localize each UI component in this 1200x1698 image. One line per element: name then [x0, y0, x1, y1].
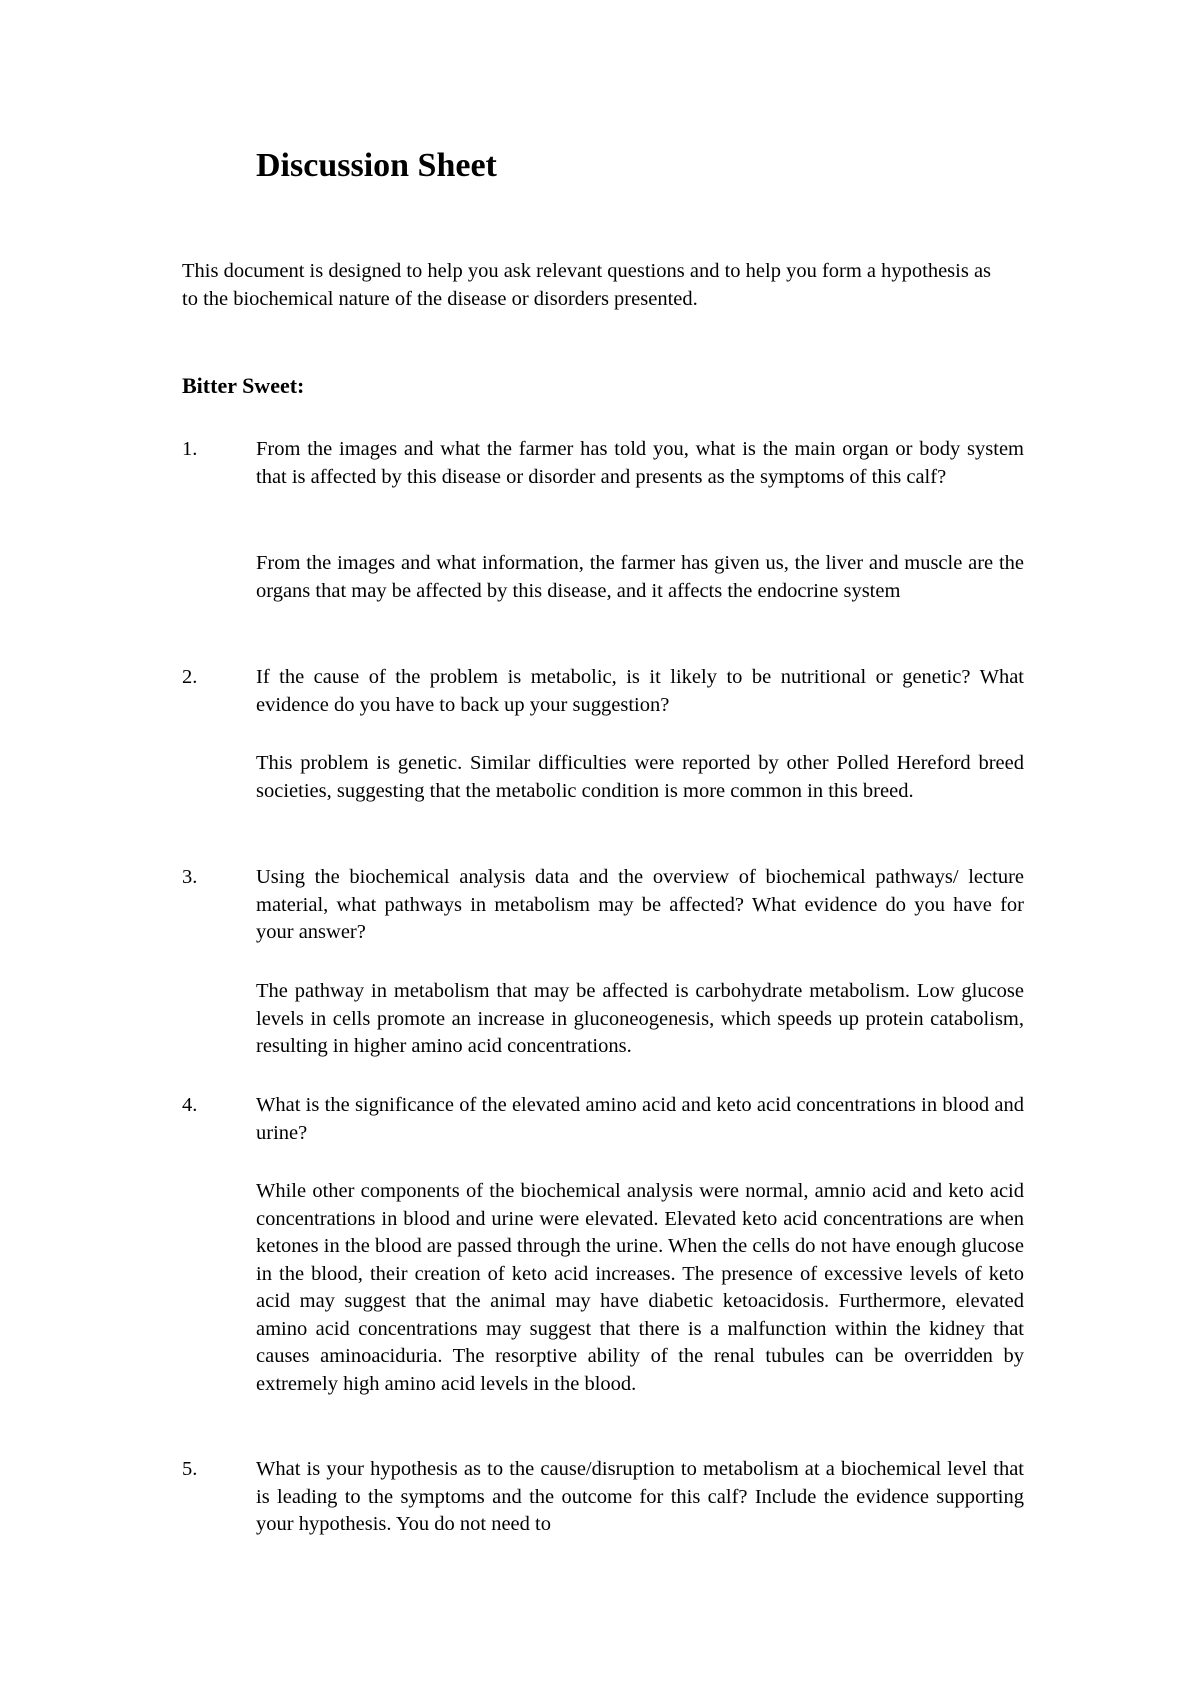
question-1-text: From the images and what the farmer has told you, what is the main organ or body system that is affected by this disease or disorder and presents as the symptoms of this calf?	[256, 438, 1024, 488]
question-5-text: What is your hypothesis as to the cause/disruption to metabolism at a biochemical level that is leading to the symptoms and the outcome for this calf? Include the evidence supporting your hypothesis. You do not need to	[256, 1458, 1024, 1535]
answer-4-text: While other components of the biochemical analysis were normal, amnio acid and keto acid concentrations in blood and urine were elevated. Elevated keto acid concentrations are when ketones in the blood are passed through the urine. When the cells do not have enough glucose in the blood, their creation of keto acid increases. The presence of excessive levels of keto acid may suggest that the animal may have diabetic ketoacidosis. Furthermore, elevated amino acid concentrations may suggest that there is a malfunction within the kidney that causes aminoaciduria. The resorptive ability of the renal tubules can be overridden by extremely high amino acid levels in the blood.	[256, 1180, 1024, 1395]
question-4-number: 4.	[182, 1094, 198, 1116]
question-5-number: 5.	[182, 1458, 198, 1480]
question-2-number: 2.	[182, 666, 198, 688]
answer-2-text: This problem is genetic. Similar difficulties were reported by other Polled Hereford breed societies, suggesting that the metabolic condition is more common in this breed.	[256, 752, 1024, 802]
question-4-text: What is the significance of the elevated amino acid and keto acid concentrations in blood and urine?	[256, 1094, 1024, 1144]
question-3-number: 3.	[182, 866, 198, 888]
question-3-text: Using the biochemical analysis data and the overview of biochemical pathways/ lecture material, what pathways in metabolism may be affected? What evidence do you have for your answer?	[256, 866, 1024, 943]
question-1-number: 1.	[182, 438, 198, 460]
answer-1-text: From the images and what information, the farmer has given us, the liver and muscle are the organs that may be affected by this disease, and it affects the endocrine system	[256, 552, 1024, 602]
answer-3-text: The pathway in metabolism that may be affected is carbohydrate metabolism. Low glucose levels in cells promote an increase in gluconeogenesis, which speeds up protein catabolism, resulting in higher amino acid concentrations.	[256, 980, 1024, 1057]
section-heading: Bitter Sweet:	[182, 373, 305, 398]
intro-paragraph: This document is designed to help you ask relevant questions and to help you form a hypothesis as to the biochemical nature of the disease or disorders presented.	[182, 260, 992, 310]
question-2-text: If the cause of the problem is metabolic, is it likely to be nutritional or genetic? What evidence do you have to back up your suggestion?	[256, 666, 1024, 716]
page-title: Discussion Sheet	[256, 147, 497, 184]
